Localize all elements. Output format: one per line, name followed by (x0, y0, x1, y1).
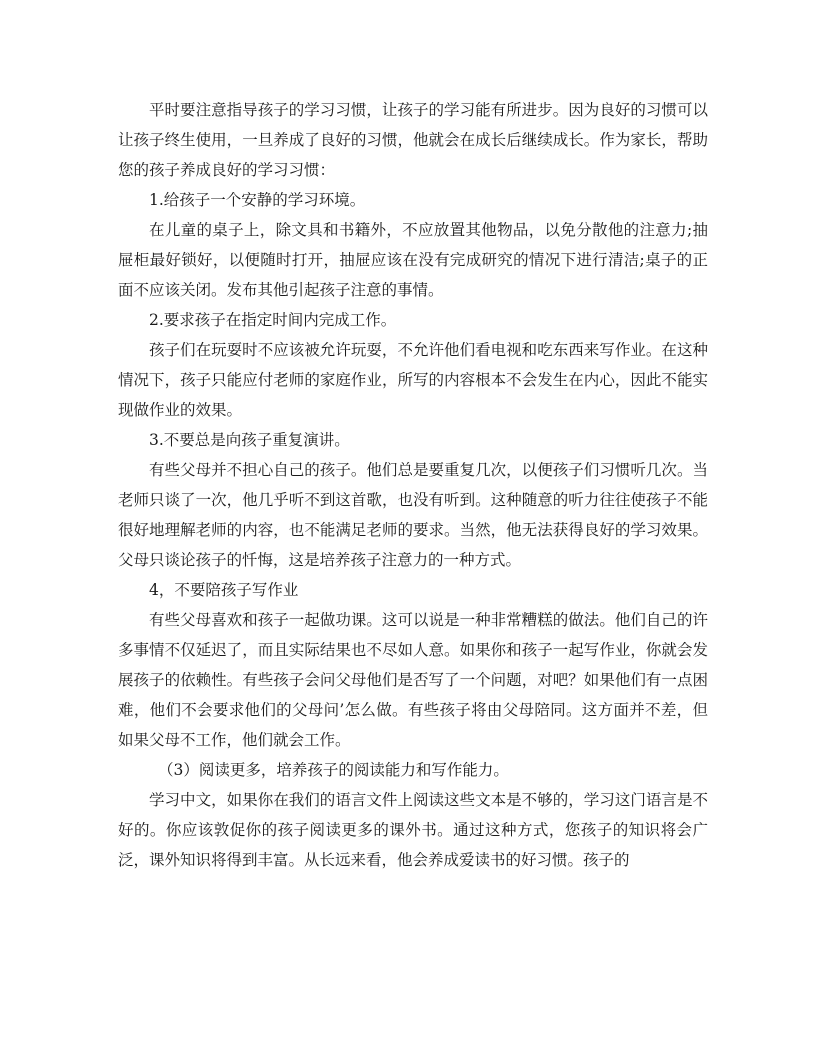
section-3-heading: （3）阅读更多，培养孩子的阅读能力和写作能力。 (158, 761, 509, 779)
tip-1-heading: 1.给孩子一个安静的学习环境。 (149, 191, 366, 209)
tip-2-heading: 2.要求孩子在指定时间内完成工作。 (149, 311, 397, 329)
tip-1-paragraph: 在儿童的桌子上，除文具和书籍外，不应放置其他物品，以免分散他的注意力;抽屉柜最好锁好，以便随时打开，抽屉应该在没有完成研究的情况下进行清洁;桌子的正面不应该关闭。发布其他引起孩子注意的事情。 (118, 221, 708, 299)
section-3-paragraph: 学习中文，如果你在我们的语言文件上阅读这些文本是不够的，学习这门语言是不好的。你应该敦促你的孩子阅读更多的课外书。通过这种方式，您孩子的知识将会广泛，课外知识将得到丰富。从长远来看，他会养成爱读书的好习惯。孩子的 (118, 791, 708, 869)
tip-3-paragraph: 有些父母并不担心自己的孩子。他们总是要重复几次，以便孩子们习惯听几次。当老师只谈了一次，他几乎听不到这首歌，也没有听到。这种随意的听力往往使孩子不能很好地理解老师的内容，也不能满足老师的要求。当然，他无法获得良好的学习效果。父母只谈论孩子的忏悔，这是培养孩子注意力的一种方式。 (118, 461, 708, 569)
tip-4-paragraph: 有些父母喜欢和孩子一起做功课。这可以说是一种非常糟糕的做法。他们自己的许多事情不仅延迟了，而且实际结果也不尽如人意。如果你和孩子一起写作业，你就会发展孩子的依赖性。有些孩子会问父母他们是否写了一个问题，对吧？如果他们有一点困难，他们不会要求他们的父母问’怎么做。有些孩子将由父母陪同。这方面并不差，但如果父母不工作，他们就会工作。 (118, 611, 708, 749)
intro-paragraph: 平时要注意指导孩子的学习习惯，让孩子的学习能有所进步。因为良好的习惯可以让孩子终生使用，一旦养成了良好的习惯，他就会在成长后继续成长。作为家长，帮助您的孩子养成良好的学习习惯： (118, 101, 708, 179)
document-body (118, 95, 708, 875)
tip-4-heading: 4，不要陪孩子写作业 (149, 581, 299, 599)
tip-3-heading: 3.不要总是向孩子重复演讲。 (149, 431, 350, 449)
tip-2-paragraph: 孩子们在玩耍时不应该被允许玩耍，不允许他们看电视和吃东西来写作业。在这种情况下，孩子只能应付老师的家庭作业，所写的内容根本不会发生在内心，因此不能实现做作业的效果。 (118, 341, 708, 419)
